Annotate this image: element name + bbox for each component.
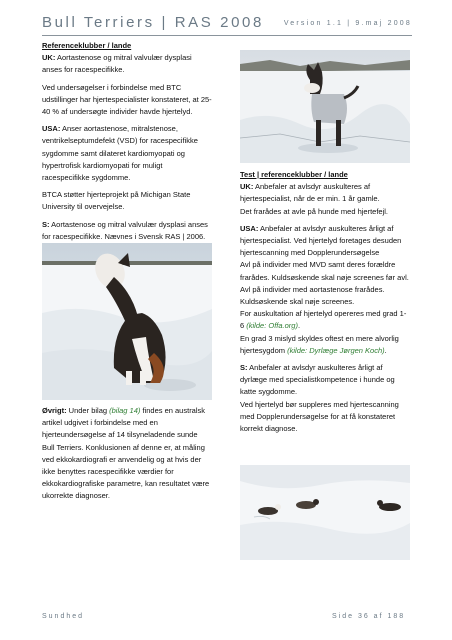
footer-section: Sundhed — [42, 613, 85, 620]
label-other: Øvrigt: — [42, 406, 67, 415]
footer-page-number: Side 36 af 188 — [332, 613, 406, 620]
paragraph-test-usa-4: For auskultation af hjertelyd opereres med grad 1-6 (kilde: Offa.org). — [240, 309, 407, 331]
dog-coat-illustration — [240, 50, 410, 163]
paragraph-test-s: S: Anbefaler at avlsdyr auskulteres årligt af dyrlæge med specialistkompetence i hunde og katte sygdomme. — [240, 363, 395, 397]
photo-dog-in-coat — [240, 50, 410, 163]
paragraph-test-uk-2: Det frarådes at avle på hunde med hjertefejl. — [240, 206, 389, 216]
section-heading-test: Test | referenceklubber / lande — [240, 170, 348, 179]
paragraph-test-usa-2: Avl på individer med MVD samt deres forældre frarådes. Kuldsøskende skal nøje screenes før avl. — [240, 260, 409, 282]
dog-sitting-illustration — [42, 243, 212, 400]
header-rule — [42, 35, 412, 36]
photo-dogs-running-snow — [240, 465, 410, 560]
label-s: S: — [42, 219, 50, 229]
paragraph-sweden — [42, 219, 212, 243]
text-s: Aortastenose og mitral valvulær dysplasi anses for racespecifikke. Nævnes i Svensk RAS | 2006. — [42, 219, 208, 241]
appendix-reference: (bilag 14) — [109, 406, 141, 415]
label-test-s: S: — [240, 363, 248, 373]
paragraph-test-usa-3: Avl på individer med aortastenose frarådes. Kuldsøskende skal nøje screenes. — [240, 284, 385, 307]
left-column-top — [42, 40, 212, 243]
paragraph-other: Øvrigt: Under bilag (bilag 14) findes en australsk artikel udgivet i forbindelse med en hjerteundersøgelse af 14 tilsyneladende sunde Bull Terriers. Konklusionen af denne er, at måling ved ekkokardiografi er anvendelig og at hvis der ikke benyttes racespecifikke værdier for ekkokardiografiske parametre, kan resultatet være ukorrekte diagnoser. — [42, 406, 210, 501]
paragraph-btca: BTCA støtter hjerteprojekt på Michigan State University til overvejelse. — [42, 190, 191, 212]
paragraph-usa — [42, 123, 212, 184]
paragraph-uk — [42, 52, 212, 76]
right-column — [240, 169, 410, 435]
photo-dog-sitting-snow — [42, 243, 212, 400]
label-test-usa: USA: — [240, 223, 259, 233]
text-uk: Aortastenose og mitral valvulær dysplasi anses for racespecifikke. — [42, 53, 192, 75]
source-offa: (kilde: Offa.org) — [246, 321, 298, 331]
dogs-running-illustration — [240, 465, 410, 560]
section-heading-reference: Referenceklubber / lande — [42, 41, 132, 50]
left-column-bottom — [42, 405, 212, 503]
source-koch: (kilde: Dyrlæge Jørgen Koch) — [287, 345, 385, 355]
paragraph-test-usa: USA: Anbefaler at avlsdyr auskulteres årligt af hjertespecialist. Ved hjertelyd foretages desuden hjertescanning med Dopplerundersøgelse — [240, 223, 402, 258]
label-usa: USA: — [42, 124, 61, 134]
label-test-uk: UK: — [240, 182, 254, 192]
paragraph-test-usa-5: En grad 3 mislyd skyldes oftest en mere alvorlig hjertesygdom (kilde: Dyrlæge Jørgen Koch). — [240, 333, 399, 355]
document-title: Bull Terriers | RAS 2008 — [42, 14, 264, 31]
label-uk: UK: — [42, 53, 56, 63]
paragraph-test-uk: UK: Anbefaler at avlsdyr auskulteres af hjertespecialist, når de er min. 1 år gamle. — [240, 182, 380, 204]
paragraph-uk-findings: Ved undersøgelser i forbindelse med BTC udstillinger har hjertespecialister konstateret, at 25-40 % af undersøgte individer havde hjertelyd. — [42, 82, 212, 117]
text-usa: Anser aortastenose, mitralstenose, ventrikelseptumdefekt (VSD) for racespecifikke sygdomme samt dilateret kardiomyopati og hypertrofisk kardiomyopati for muligt racespecifikke sygdomme. — [42, 124, 198, 183]
paragraph-test-s-2: Ved hjertelyd bør suppleres med hjertescanning med Dopplerundersøgelse for at få konstateret korrekt diagnose. — [240, 399, 399, 434]
version-label: Version 1.1 | 9.maj 2008 — [283, 20, 412, 27]
